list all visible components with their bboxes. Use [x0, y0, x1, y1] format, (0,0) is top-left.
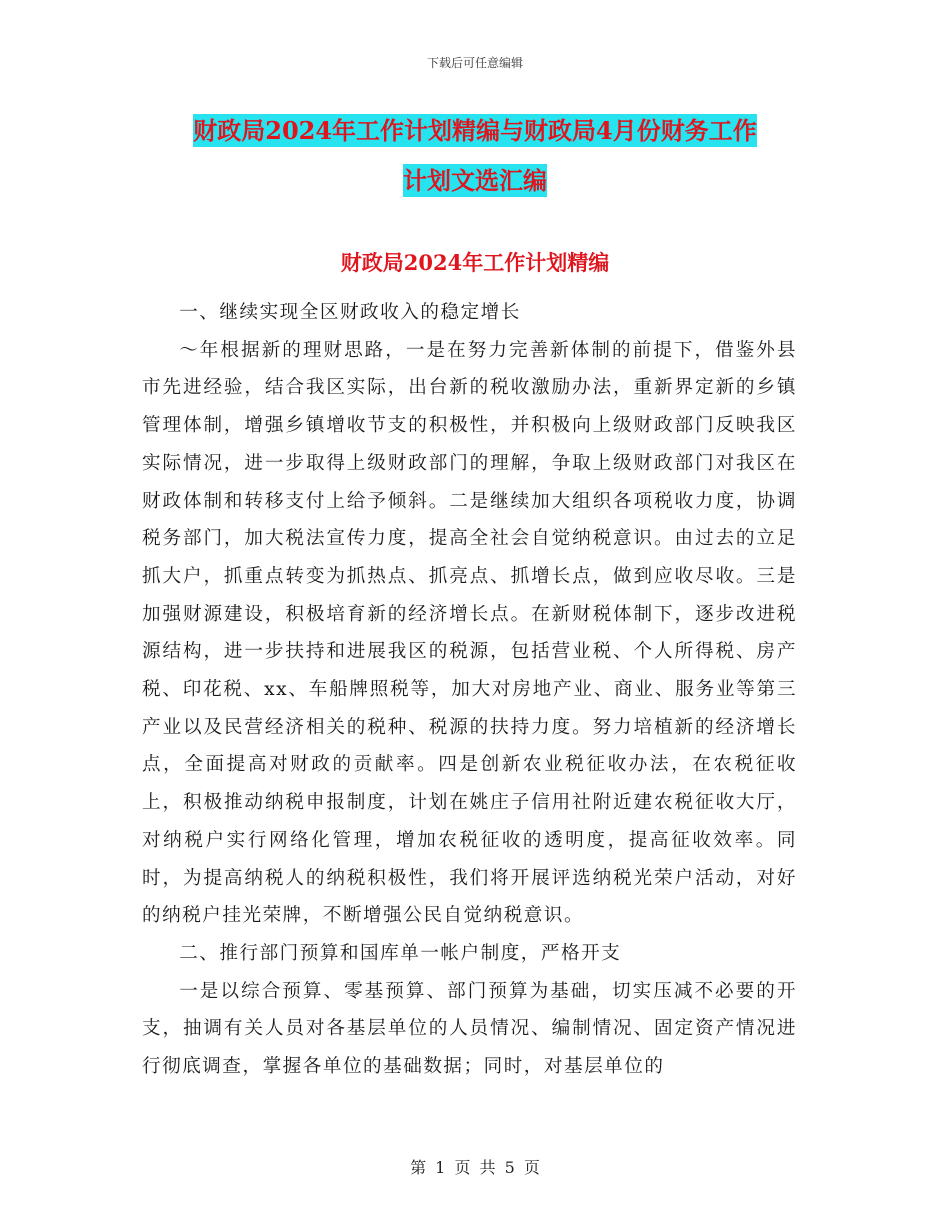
document-title-line-1: 财政局2024年工作计划精编与财政局4月份财务工作: [193, 116, 757, 145]
paragraph: 一是以综合预算、零基预算、部门预算为基础，切实压减不必要的开支，抽调有关人员对各基层单位的人员情况、编制情况、固定资产情况进行彻底调查，掌握各单位的基础数据；同时，对基层单位的: [142, 980, 797, 1078]
header-note: 下载后可任意编辑: [426, 56, 523, 70]
paragraph-heading-1: 一、继续实现全区财政收入的稳定增长: [179, 302, 521, 323]
document-title-line-2: 计划文选汇编: [403, 166, 547, 195]
document-title: [140, 106, 810, 206]
page-footer: 第 1 页 共 5 页: [410, 1158, 540, 1177]
paragraph-heading-2: 二、推行部门预算和国库单一帐户制度，严格开支: [179, 942, 622, 964]
section-title: 财政局2024年工作计划精编: [340, 250, 610, 275]
body-text: [142, 294, 797, 1086]
paragraph: ～年根据新的理财思路，一是在努力完善新体制的前提下，借鉴外县市先进经验，结合我区实际，出台新的税收激励办法，重新界定新的乡镇管理体制，增强乡镇增收节支的积极性，并积极向上级财政部门反映我区实际情况，进一步取得上级财政部门的理解，争取上级财政部门对我区在财政体制和转移支付上给予倾斜。二是继续加大组织各项税收力度，协调税务部门，加大税法宣传力度，提高全社会自觉纳税意识。由过去的立足抓大户，抓重点转变为抓热点、抓亮点、抓增长点，做到应收尽收。三是加强财源建设，积极培育新的经济增长点。在新财税体制下，逐步改进税源结构，进一步扶持和进展我区的税源，包括营业税、个人所得税、房产税、印花税、xx、车船牌照税等，加大对房地产业、商业、服务业等第三产业以及民营经济相关的税种、税源的扶持力度。努力培植新的经济增长点，全面提高对财政的贡献率。四是创新农业税征收办法，在农税征收上，积极推动纳税申报制度，计划在姚庄子信用社附近建农税征收大厅，对纳税户实行网络化管理，增加农税征收的透明度，提高征收效率。同时，为提高纳税人的纳税积极性，我们将开展评选纳税光荣户活动，对好的纳税户挂光荣牌，不断增强公民自觉纳税意识。: [142, 339, 797, 927]
